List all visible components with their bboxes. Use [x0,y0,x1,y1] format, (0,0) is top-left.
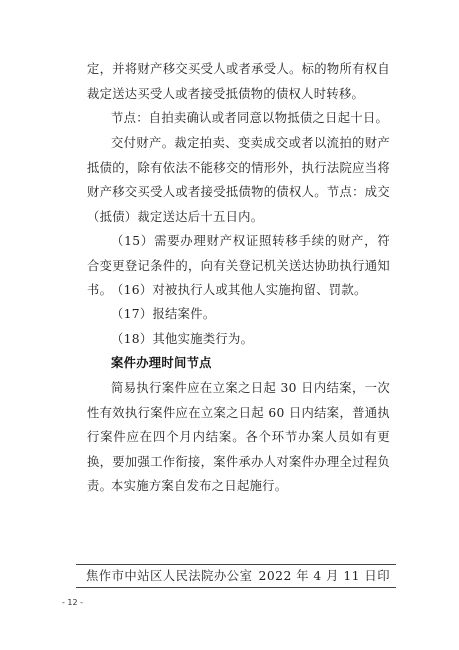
paragraph-item-16: （16）对被执行人或其他人实施拘留、罚款。 [111,283,367,297]
section-heading: 案件办理时间节点 [111,356,212,370]
paragraph-time-limits: 简易执行案件应在立案之日起 30 日内结案，一次性有效执行案件应在立案之日起 60 日内结案，普通执行案件应在四个月内结案。各个环节办案人员如有更换，要加强工作衔接，案件承办人对案件办理全过程负责。 [87,381,390,493]
paragraph-item-15: （15）需要办理财产权证照转移手续的财产，符合变更登记条件的，向有关登记机关送达协助执行通知书。 [87,234,390,297]
page-number: - 12 - [62,598,84,607]
paragraph-item-17: （17）报结案件。 [111,307,216,321]
footer-imprint [86,567,390,585]
paragraph-effective-date: 本实施方案自发布之日起施行。 [111,479,288,493]
footer-top-rule [76,564,396,565]
paragraph-transfer-ownership: 定，并将财产移交买受人或者承受人。标的物所有权自裁定送达买受人或者接受抵债物的债权人时转移。 [87,62,390,101]
footer-date: 2022 年 4 月 11 日印 [258,569,390,583]
paragraph-item-18: （18）其他实施类行为。 [111,332,254,346]
paragraph-deliver-property: 交付财产。裁定拍卖、变卖成交或者以流拍的财产抵债的，除有依法不能移交的情形外，执行法院应当将财产移交买受人或者接受抵债物的债权人。节点：成交（抵债）裁定送达后十五日内。 [87,136,390,224]
paragraph-node-ten-days: 节点：自拍卖确认或者同意以物抵债之日起十日。 [111,111,389,125]
footer-issuer: 焦作市中站区人民法院办公室 [86,569,253,583]
footer-bottom-rule [76,587,396,588]
